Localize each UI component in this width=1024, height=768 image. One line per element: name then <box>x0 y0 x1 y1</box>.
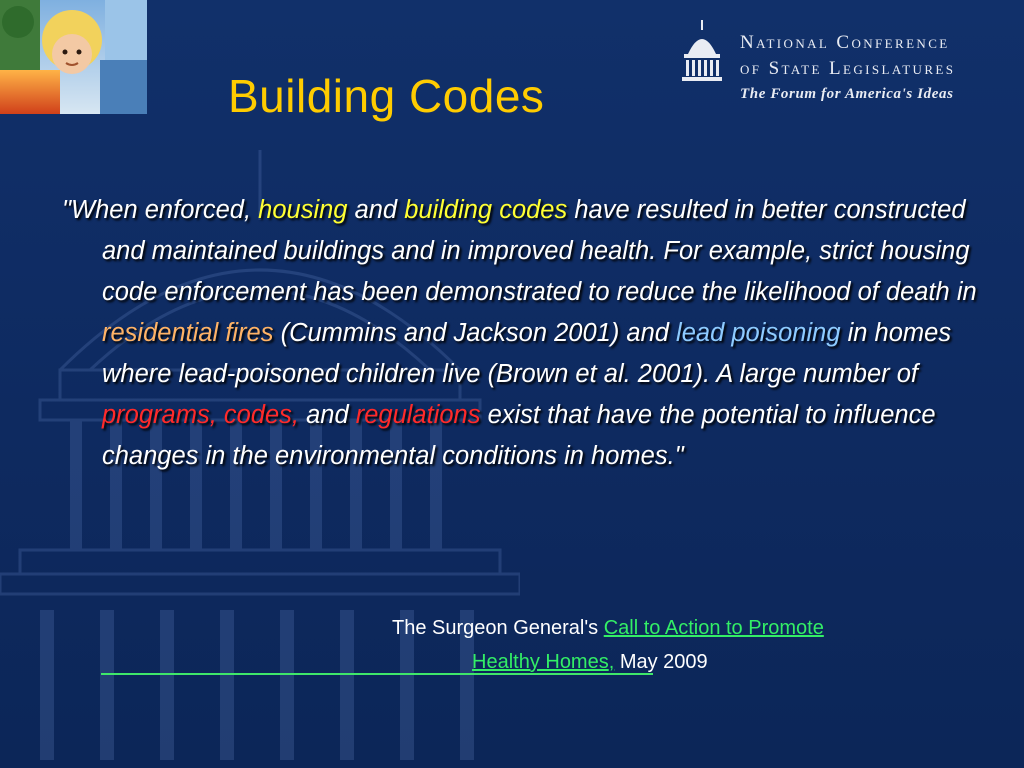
logo-name-line1: National Conference <box>740 32 950 53</box>
highlight-housing: housing <box>258 196 348 224</box>
quote-part: and <box>347 196 405 224</box>
citation-line2 <box>472 648 708 676</box>
citation-link-continued[interactable]: Healthy Homes <box>472 651 609 673</box>
citation-prefix: The Surgeon General's <box>392 617 604 639</box>
citation-line1 <box>392 614 824 642</box>
slide-title: Building Codes <box>228 70 545 122</box>
quote-part: "When enforced, <box>62 196 259 224</box>
ncsl-logo <box>676 20 1016 112</box>
citation-link-comma[interactable]: , <box>608 651 615 673</box>
highlight-regulations: regulations <box>355 401 481 429</box>
highlight-lead-poisoning: lead poisoning <box>676 319 841 347</box>
quote-part: in homes where lead-poisoned children live (Brown et al. 2001). A large number of <box>102 319 952 388</box>
citation-link[interactable]: Call to Action to Promote <box>603 617 824 639</box>
logo-name-line2: of State Legislatures <box>740 58 956 79</box>
quote-part: exist that have the potential to influence changes in the environmental conditions in homes." <box>102 401 936 470</box>
highlight-building-codes: building codes <box>404 196 568 224</box>
logo-tagline: The Forum for America's Ideas <box>740 86 954 102</box>
citation-date: May 2009 <box>614 651 708 673</box>
highlight-residential-fires: residential fires <box>102 319 274 347</box>
quote-text <box>62 190 997 477</box>
highlight-programs-codes: programs, codes, <box>102 401 300 429</box>
quote-part: have resulted in better constructed and maintained buildings and in improved health. For example, strict housing code enforcement has been demonstrated to reduce the likelihood of death in <box>102 196 977 306</box>
quote-part: and <box>299 401 356 429</box>
quote-part: (Cummins and Jackson 2001) and <box>273 319 677 347</box>
capitol-dome-icon <box>678 20 726 82</box>
child-photo-collage <box>0 0 147 114</box>
